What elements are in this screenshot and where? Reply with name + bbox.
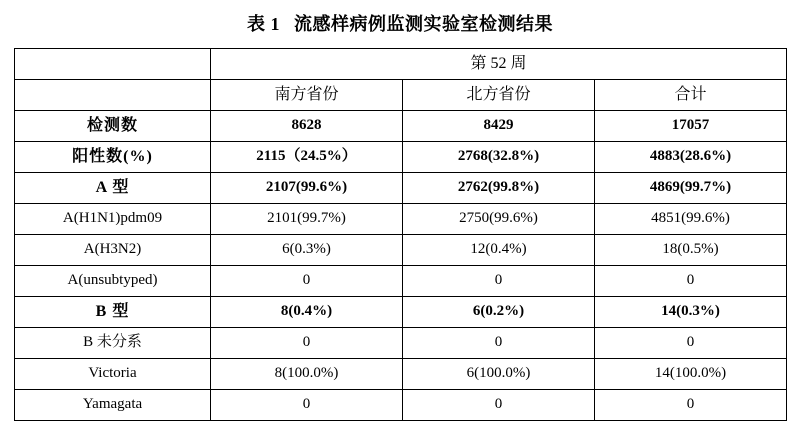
row-value-total: 17057: [595, 111, 787, 142]
table-body: [15, 49, 787, 421]
row-value-south: 8(100.0%): [211, 359, 403, 390]
row-value-north: 2768(32.8%): [403, 142, 595, 173]
row-value-total: 18(0.5%): [595, 235, 787, 266]
row-value-south: 2115（24.5%）: [211, 142, 403, 173]
row-label: B 型: [15, 297, 211, 328]
row-value-south: 0: [211, 390, 403, 421]
row-value-north: 2762(99.8%): [403, 173, 595, 204]
row-value-south: 8628: [211, 111, 403, 142]
header-week: 第 52 周: [211, 49, 787, 80]
row-value-south: 8(0.4%): [211, 297, 403, 328]
row-label: A(H1N1)pdm09: [15, 204, 211, 235]
row-value-total: 14(100.0%): [595, 359, 787, 390]
row-value-north: 12(0.4%): [403, 235, 595, 266]
table-row: [15, 359, 787, 390]
row-value-north: 6(0.2%): [403, 297, 595, 328]
table-header-week-row: [15, 49, 787, 80]
row-label: A 型: [15, 173, 211, 204]
row-value-north: 8429: [403, 111, 595, 142]
table-row: [15, 390, 787, 421]
table-caption: [0, 0, 800, 48]
row-value-total: 4869(99.7%): [595, 173, 787, 204]
table-container: [0, 48, 800, 421]
row-value-south: 2101(99.7%): [211, 204, 403, 235]
row-value-total: 14(0.3%): [595, 297, 787, 328]
row-value-total: 4851(99.6%): [595, 204, 787, 235]
row-label: A(unsubtyped): [15, 266, 211, 297]
row-value-south: 0: [211, 328, 403, 359]
caption-title: 流感样病例监测实验室检测结果: [294, 14, 553, 34]
row-value-north: 6(100.0%): [403, 359, 595, 390]
row-value-south: 0: [211, 266, 403, 297]
row-value-north: 0: [403, 328, 595, 359]
row-label: Yamagata: [15, 390, 211, 421]
table-header-region-row: [15, 80, 787, 111]
table-row: [15, 111, 787, 142]
table-row: [15, 173, 787, 204]
row-value-south: 2107(99.6%): [211, 173, 403, 204]
table-row: [15, 204, 787, 235]
table-row: [15, 266, 787, 297]
row-label: B 未分系: [15, 328, 211, 359]
table-row: [15, 297, 787, 328]
table-row: [15, 235, 787, 266]
row-value-total: 4883(28.6%): [595, 142, 787, 173]
row-label: 检测数: [15, 111, 211, 142]
row-value-north: 0: [403, 266, 595, 297]
row-value-north: 0: [403, 390, 595, 421]
row-value-total: 0: [595, 390, 787, 421]
table-row: [15, 142, 787, 173]
header-corner-blank: [15, 49, 211, 80]
row-value-north: 2750(99.6%): [403, 204, 595, 235]
column-header-total: 合计: [595, 80, 787, 111]
lab-results-table: [14, 48, 787, 421]
caption-number: 表 1: [247, 14, 280, 34]
row-label: 阳性数(%): [15, 142, 211, 173]
row-label: A(H3N2): [15, 235, 211, 266]
row-label: Victoria: [15, 359, 211, 390]
column-header-south: 南方省份: [211, 80, 403, 111]
table-row: [15, 328, 787, 359]
header-corner-blank-2: [15, 80, 211, 111]
row-value-total: 0: [595, 266, 787, 297]
row-value-total: 0: [595, 328, 787, 359]
column-header-north: 北方省份: [403, 80, 595, 111]
row-value-south: 6(0.3%): [211, 235, 403, 266]
